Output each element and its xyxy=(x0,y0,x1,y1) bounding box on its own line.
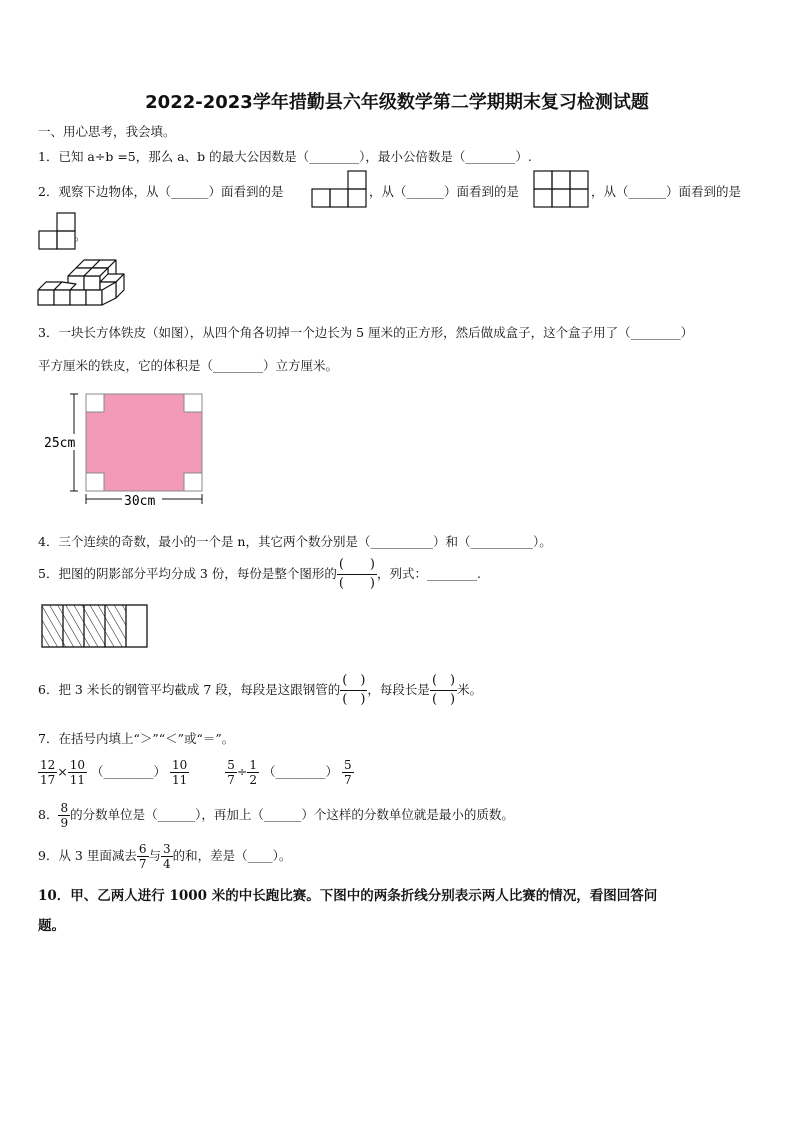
fraction-denominator: 11 xyxy=(69,773,86,787)
question-8-pre: 8． xyxy=(38,807,59,822)
cube-stack-figure xyxy=(36,258,128,308)
fraction-denominator: 7 xyxy=(344,773,352,787)
question-10-line-1: 10．甲、乙两人进行 1000 米的中长跑比赛。下图中的两条折线分别表示两人比赛的情况，看图回答问 xyxy=(38,888,658,904)
operator: × xyxy=(57,764,68,779)
view-figure-2 xyxy=(533,170,591,208)
height-label: 25cm xyxy=(44,436,76,451)
fraction-denominator: 11 xyxy=(172,773,188,787)
question-8-post: 的分数单位是（______），再加上（______）个这样的分数单位就是最小的质数。 xyxy=(70,807,514,822)
blank-fraction xyxy=(337,556,377,593)
fraction xyxy=(68,758,87,787)
fraction-denominator: ( ) xyxy=(431,692,456,707)
question-7-expressions xyxy=(38,754,354,790)
sheet-figure xyxy=(40,388,220,510)
question-2-part-c: ，从（______）面看到的是 xyxy=(591,184,742,199)
fraction xyxy=(58,801,70,830)
fraction xyxy=(161,842,173,871)
question-9 xyxy=(38,838,291,874)
question-7-stem: 7．在括号内填上“＞”“＜”或“＝”。 xyxy=(38,731,235,746)
section-heading: 一、用心思考，我会填。 xyxy=(38,124,176,139)
blank-fraction-1 xyxy=(340,672,367,709)
fraction xyxy=(38,758,57,787)
fraction-denominator: 2 xyxy=(249,773,258,787)
fraction-numerator: 3 xyxy=(163,842,171,856)
question-10-line-2: 题。 xyxy=(38,918,65,934)
fraction xyxy=(225,758,237,787)
question-5 xyxy=(38,556,481,593)
fraction-numerator: 10 xyxy=(172,758,188,772)
fraction-denominator: ( ) xyxy=(338,576,376,591)
page-title: 2022-2023学年措勤县六年级数学第二学期期末复习检测试题 xyxy=(145,92,649,113)
question-6-pre: 6．把 3 米长的钢管平均截成 7 段，每段是这跟钢管的 xyxy=(38,682,341,697)
fraction xyxy=(247,758,259,787)
blank-fraction-2 xyxy=(430,672,457,709)
corner-cut-square xyxy=(184,473,202,491)
operator: ÷ xyxy=(236,764,248,779)
fraction-numerator: 10 xyxy=(69,758,86,772)
question-9-pre: 9．从 3 里面减去 xyxy=(38,848,137,863)
answer-blank: （________） xyxy=(91,764,167,779)
question-1: 1．已知 a÷b =5，那么 a、b 的最大公因数是（________），最小公倍数是（________）. xyxy=(38,149,532,164)
question-5-post: ，列式：________. xyxy=(377,566,481,581)
fraction-denominator: 7 xyxy=(227,773,235,787)
fraction-denominator: 4 xyxy=(163,857,171,871)
question-6-mid: ，每段长是 xyxy=(367,682,430,697)
fraction-denominator: 9 xyxy=(60,816,69,830)
width-label: 30cm xyxy=(124,494,156,509)
fraction xyxy=(137,842,149,871)
fraction-denominator: 17 xyxy=(40,773,56,787)
question-3-line-1: 3．一块长方体铁皮（如图），从四个角各切掉一个边长为 5 厘米的正方形，然后做成盒子，这个盒子用了（________） xyxy=(38,325,694,340)
question-4: 4．三个连续的奇数，最小的一个是 n，其它两个数分别是（__________）和（__________）。 xyxy=(38,534,552,549)
question-2-part-b: ，从（______）面看到的是 xyxy=(369,184,520,199)
fraction-numerator: ( ) xyxy=(337,556,377,575)
fraction-numerator: 5 xyxy=(227,758,235,772)
fraction-numerator: ( ) xyxy=(340,672,367,691)
question-6 xyxy=(38,670,482,710)
question-5-pre: 5．把图的阴影部分平均分成 3 份，每份是整个图形的 xyxy=(38,566,337,581)
corner-cut-square xyxy=(184,394,202,412)
corner-cut-square xyxy=(86,394,104,412)
fraction-numerator: 6 xyxy=(138,842,147,856)
fraction-denominator: ( ) xyxy=(342,692,366,707)
fraction-numerator: 5 xyxy=(344,758,352,772)
question-8 xyxy=(38,797,514,833)
fraction-numerator: 8 xyxy=(60,801,69,815)
question-6-post: 米。 xyxy=(457,682,483,697)
question-2-part-d: 。 xyxy=(74,228,87,243)
answer-blank: （________） xyxy=(263,764,339,779)
fraction-numerator: 12 xyxy=(40,758,56,772)
fraction xyxy=(342,758,354,787)
question-9-mid: 与 xyxy=(148,848,162,863)
view-figure-1 xyxy=(311,170,371,208)
shaded-bar-figure xyxy=(40,603,150,649)
fraction-numerator: 1 xyxy=(249,758,258,772)
question-9-post: 的和，差是（____）。 xyxy=(172,848,292,863)
question-3-line-2: 平方厘米的铁皮，它的体积是（________）立方厘米。 xyxy=(38,358,339,373)
fraction-numerator: ( ) xyxy=(430,672,457,691)
question-2-part-a: 2．观察下边物体，从（______）面看到的是 xyxy=(38,184,284,199)
fraction-denominator: 7 xyxy=(138,857,147,871)
fraction xyxy=(170,758,189,787)
corner-cut-square xyxy=(86,473,104,491)
